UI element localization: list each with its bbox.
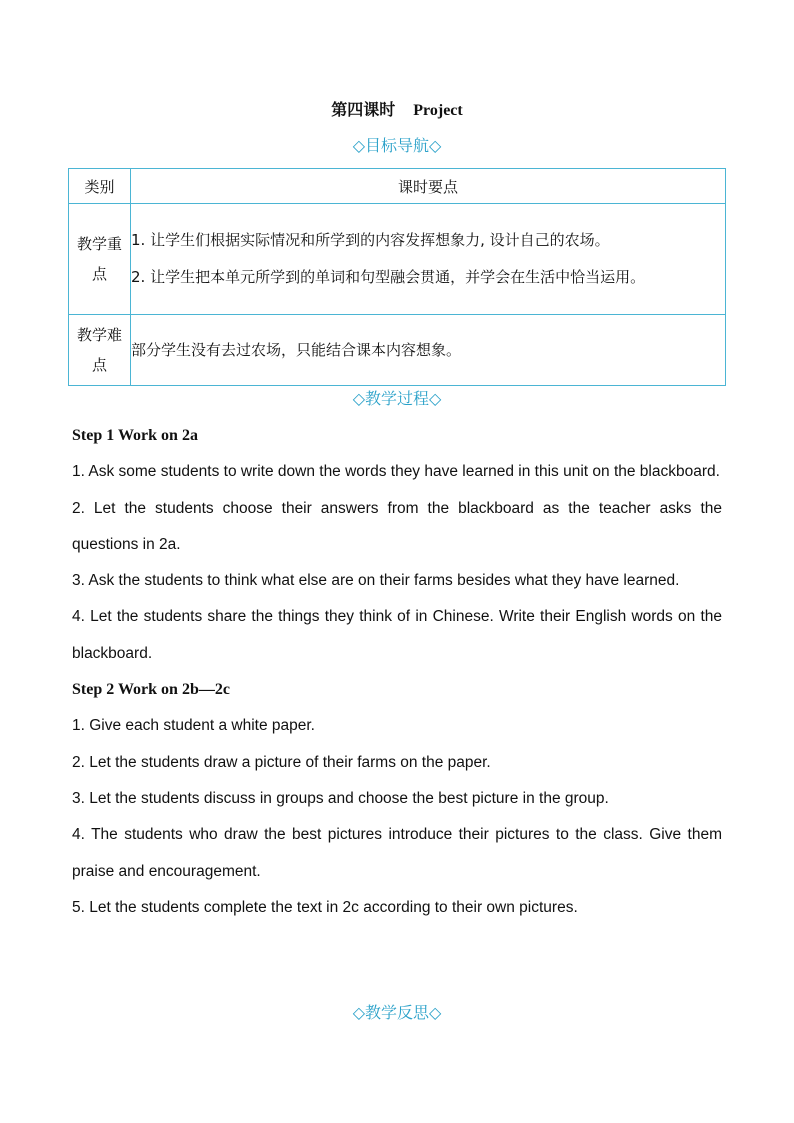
header-points: 课时要点	[131, 169, 726, 204]
row-points-difficulties	[131, 315, 726, 386]
step-heading: Step 1 Work on 2a	[72, 427, 198, 444]
step-item: 2. Let the students choose their answers from the blackboard as the teacher asks the questions in 2a.	[72, 499, 722, 553]
step-item: 4. Let the students share the things they think of in Chinese. Write their English words on the blackboard.	[72, 608, 722, 662]
objectives-table	[68, 168, 726, 386]
step-item: 2. Let the students draw a picture of their farms on the paper.	[72, 753, 491, 771]
step-item: 5. Let the students complete the text in 2c according to their own pictures.	[72, 898, 578, 916]
objectives-heading: ◇目标导航◇	[352, 136, 442, 155]
step-item: 4. The students who draw the best pictures introduce their pictures to the class. Give them praise and encouragement.	[72, 826, 722, 880]
point-item: 部分学生没有去过农场，只能结合课本内容想象。	[131, 340, 462, 359]
row-category-difficulties: 教学难 点	[69, 315, 131, 386]
step-item: 1. Give each student a white paper.	[72, 717, 315, 735]
point-item: 1. 让学生们根据实际情况和所学到的内容发挥想象力, 设计自己的农场。	[131, 231, 610, 249]
table-row	[69, 315, 726, 386]
step-item: 1. Ask some students to write down the words they have learned in this unit on the blackboard.	[72, 463, 720, 481]
reflection-heading: ◇教学反思◇	[352, 1003, 442, 1022]
row-category-key-points: 教学重 点	[69, 204, 131, 315]
step-item: 3. Ask the students to think what else are on their farms besides what they have learned.	[72, 572, 680, 590]
header-category: 类别	[69, 169, 131, 204]
page-title	[0, 97, 794, 120]
process-heading: ◇教学过程◇	[352, 389, 442, 408]
step-item: 3. Let the students discuss in groups and choose the best picture in the group.	[72, 789, 609, 807]
point-item: 2. 让学生把本单元所学到的单词和句型融会贯通，并学会在生活中恰当运用。	[131, 268, 646, 286]
table-header-row	[69, 169, 726, 204]
teaching-process	[72, 418, 722, 926]
row-points-key-points	[131, 204, 726, 315]
step-heading: Step 2 Work on 2b—2c	[72, 681, 230, 699]
table-row	[69, 204, 726, 315]
page-title-en: Project	[413, 102, 463, 119]
page-title-cn: 第四课时	[331, 102, 396, 119]
